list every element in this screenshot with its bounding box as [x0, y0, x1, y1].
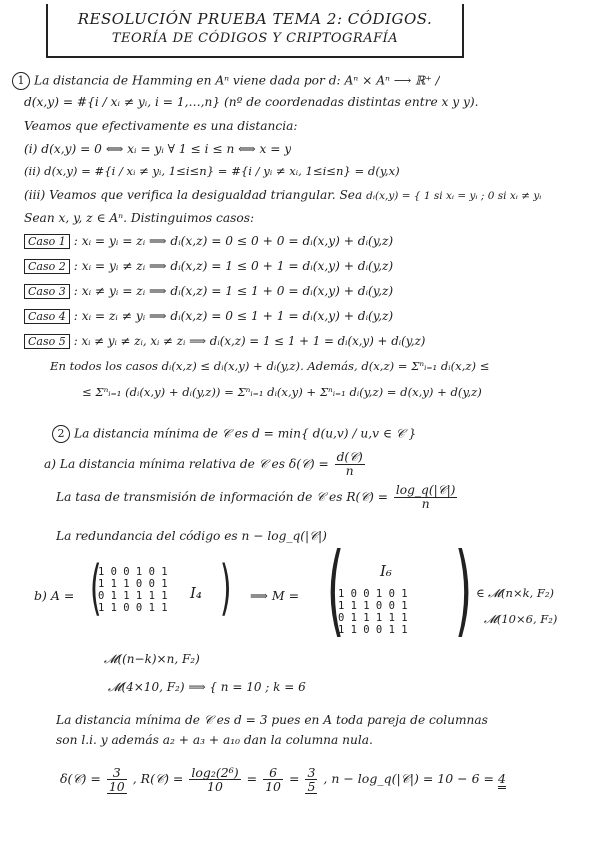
matrix-a-left-paren: (	[89, 553, 102, 623]
ex1-hamming-def: La distancia de Hamming en Aⁿ viene dada por d: Aⁿ × Aⁿ ⟶ ℝ⁺ /	[34, 73, 440, 88]
ex2-line1	[52, 425, 416, 443]
result-delta-fraction: $\frac{3}{10}$	[108, 764, 125, 794]
ex2-a-redundancy: La redundancia del código es n − log_q(|𝒞|)	[56, 529, 327, 543]
equals-sign: =	[246, 771, 258, 786]
ex1-case-2	[24, 258, 393, 275]
matrix-row: 1 1 0 0 1 1	[98, 602, 168, 614]
case-label: Caso 3	[24, 284, 70, 299]
result-rate-fraction: $\frac{\text{log₂(2⁶)}}{10}$	[191, 765, 239, 794]
matrix-a-identity: I₄	[190, 584, 202, 602]
ex1-prop-iii-text: (iii) Veamos que verifica la desigualdad triangular. Sea	[24, 188, 363, 202]
ex1-line3: Veamos que efectivamente es una distancia:	[24, 119, 298, 133]
matrix-m-identity: I₆	[380, 562, 392, 580]
case-text: : xᵢ ≠ yᵢ = zᵢ ⟹ dᵢ(x,z) = 1 ≤ 1 + 0 = dᵢ(x,y) + dᵢ(y,z)	[73, 284, 394, 298]
ex2-rate-text: La tasa de transmisión de información de 𝒞 es R(𝒞) =	[56, 490, 389, 504]
matrix-row: 1 1 1 0 0 1	[338, 600, 408, 612]
ex1-line2: d(x,y) = #{i / xᵢ ≠ yᵢ, i = 1,…,n} (nº de coordenadas distintas entre x y y).	[24, 95, 479, 109]
result-rate-fraction-2: $\frac{6}{10}$	[265, 765, 281, 794]
ex2-b-label: b) A =	[34, 588, 75, 603]
ex1-line1	[12, 72, 440, 90]
matrix-a-right-paren: )	[219, 553, 232, 623]
page-subtitle: TEORÍA DE CÓDIGOS Y CRIPTOGRAFÍA	[111, 31, 399, 46]
result-delta-label: δ(𝒞) =	[60, 771, 101, 786]
matrix-m-body	[338, 588, 408, 636]
matrix-row: 1 1 1 0 0 1	[98, 578, 168, 590]
case-text: : xᵢ = yᵢ = zᵢ ⟹ dᵢ(x,z) = 0 ≤ 0 + 0 = dᵢ(x,y) + dᵢ(y,z)	[73, 234, 394, 248]
ex1-sean: Sean x, y, z ∈ Aⁿ. Distinguimos casos:	[24, 211, 255, 225]
ex1-number: 1	[12, 72, 30, 90]
matrix-row: 0 1 1 1 1 1	[98, 590, 168, 602]
ex2-number: 2	[52, 425, 70, 443]
matrix-row: 1 1 0 0 1 1	[338, 624, 408, 636]
equals-sign: =	[288, 771, 300, 786]
matrix-a-space: 𝓜((n−k)×n, F₂)	[104, 652, 200, 666]
ex1-prop-iii	[24, 187, 541, 204]
case-label: Caso 4	[24, 309, 70, 324]
case-text: : xᵢ = zᵢ ≠ yᵢ ⟹ dᵢ(x,z) = 0 ≤ 1 + 1 = dᵢ(x,y) + dᵢ(y,z)	[73, 309, 394, 323]
result-redundancy-label: , n − log_q(|𝒞|) = 10 − 6 =	[323, 771, 495, 786]
implies-m-label: ⟹ M =	[250, 588, 300, 603]
matrix-m-space: ∈ 𝓜(n×k, F₂)	[476, 586, 554, 600]
ex1-case-3	[24, 283, 393, 300]
result-rate-label: , R(𝒞) =	[132, 771, 184, 786]
case-label: Caso 2	[24, 259, 70, 274]
case-text: : xᵢ ≠ yᵢ ≠ zᵢ, xᵢ ≠ zᵢ ⟹ dᵢ(x,z) = 1 ≤ 1 + 1 = dᵢ(x,y) + dᵢ(y,z)	[73, 334, 426, 348]
ex2-a-text: a) La distancia mínima relativa de 𝒞 es δ(𝒞) =	[44, 457, 329, 471]
ex1-conclusion-2: ≤ Σⁿᵢ₌₁ (dᵢ(x,y) + dᵢ(y,z)) = Σⁿᵢ₌₁ dᵢ(x,y) + Σⁿᵢ₌₁ dᵢ(y,z) = d(x,y) + d(y,z)	[82, 385, 482, 399]
matrix-row: 1 0 0 1 0 1	[338, 588, 408, 600]
matrix-row: 1 0 0 1 0 1	[98, 566, 168, 578]
ex1-conclusion-1: En todos los casos dᵢ(x,z) ≤ dᵢ(x,y) + dᵢ(y,z). Además, d(x,z) = Σⁿᵢ₌₁ dᵢ(x,z) ≤	[50, 359, 490, 373]
ex1-prop-ii: (ii) d(x,y) = #{i / xᵢ ≠ yᵢ, 1≤i≤n} = #{i / yᵢ ≠ xᵢ, 1≤i≤n} = d(y,x)	[24, 164, 400, 178]
matrix-row: 0 1 1 1 1 1	[338, 612, 408, 624]
matrix-m-space-dims: 𝓜(10×6, F₂)	[484, 612, 558, 626]
ex2-results	[60, 762, 506, 796]
matrix-m-left-paren: (	[326, 531, 345, 648]
ex2-a-rate	[56, 482, 459, 512]
result-redundancy-value: 4	[498, 771, 506, 789]
delta-fraction: $\frac{\text{d(𝒞)}}{n}$	[336, 450, 363, 478]
case-text: : xᵢ = yᵢ ≠ zᵢ ⟹ dᵢ(x,z) = 1 ≤ 0 + 1 = dᵢ(x,y) + dᵢ(y,z)	[73, 259, 394, 273]
ex1-case-4	[24, 308, 393, 325]
ex1-case-5	[24, 333, 425, 350]
matrix-a-body	[98, 566, 168, 614]
ex1-di-definition: dᵢ(x,y) = { 1 si xᵢ = yᵢ ; 0 si xᵢ ≠ yᵢ	[366, 190, 542, 202]
ex2-distance-line2: son l.i. y además a₂ + a₃ + a₁₀ dan la columna nula.	[56, 733, 373, 747]
ex1-prop-i: (i) d(x,y) = 0 ⟺ xᵢ = yᵢ ∀ 1 ≤ i ≤ n ⟺ x = y	[24, 142, 292, 156]
case-label: Caso 5	[24, 334, 70, 349]
page-title: RESOLUCIÓN PRUEBA TEMA 2: CÓDIGOS.	[77, 10, 433, 28]
ex2-min-distance-def: La distancia mínima de 𝒞 es d = min{ d(u,v) / u,v ∈ 𝒞 }	[74, 426, 417, 441]
case-label: Caso 1	[24, 234, 70, 249]
result-rate-fraction-3: $\frac{3}{5}$	[307, 764, 316, 794]
ex2-distance-line1: La distancia mínima de 𝒞 es d = 3 pues en A toda pareja de columnas	[56, 713, 488, 727]
title-box	[46, 4, 464, 58]
matrix-a-space-dims: 𝓜(4×10, F₂) ⟹ { n = 10 ; k = 6	[108, 680, 306, 694]
matrix-m-right-paren: )	[454, 531, 473, 648]
rate-fraction: $\frac{\text{log\_q(|𝒞|)}}{n}$	[395, 483, 456, 511]
ex2-a-relative	[44, 449, 367, 479]
ex1-case-1	[24, 233, 393, 250]
